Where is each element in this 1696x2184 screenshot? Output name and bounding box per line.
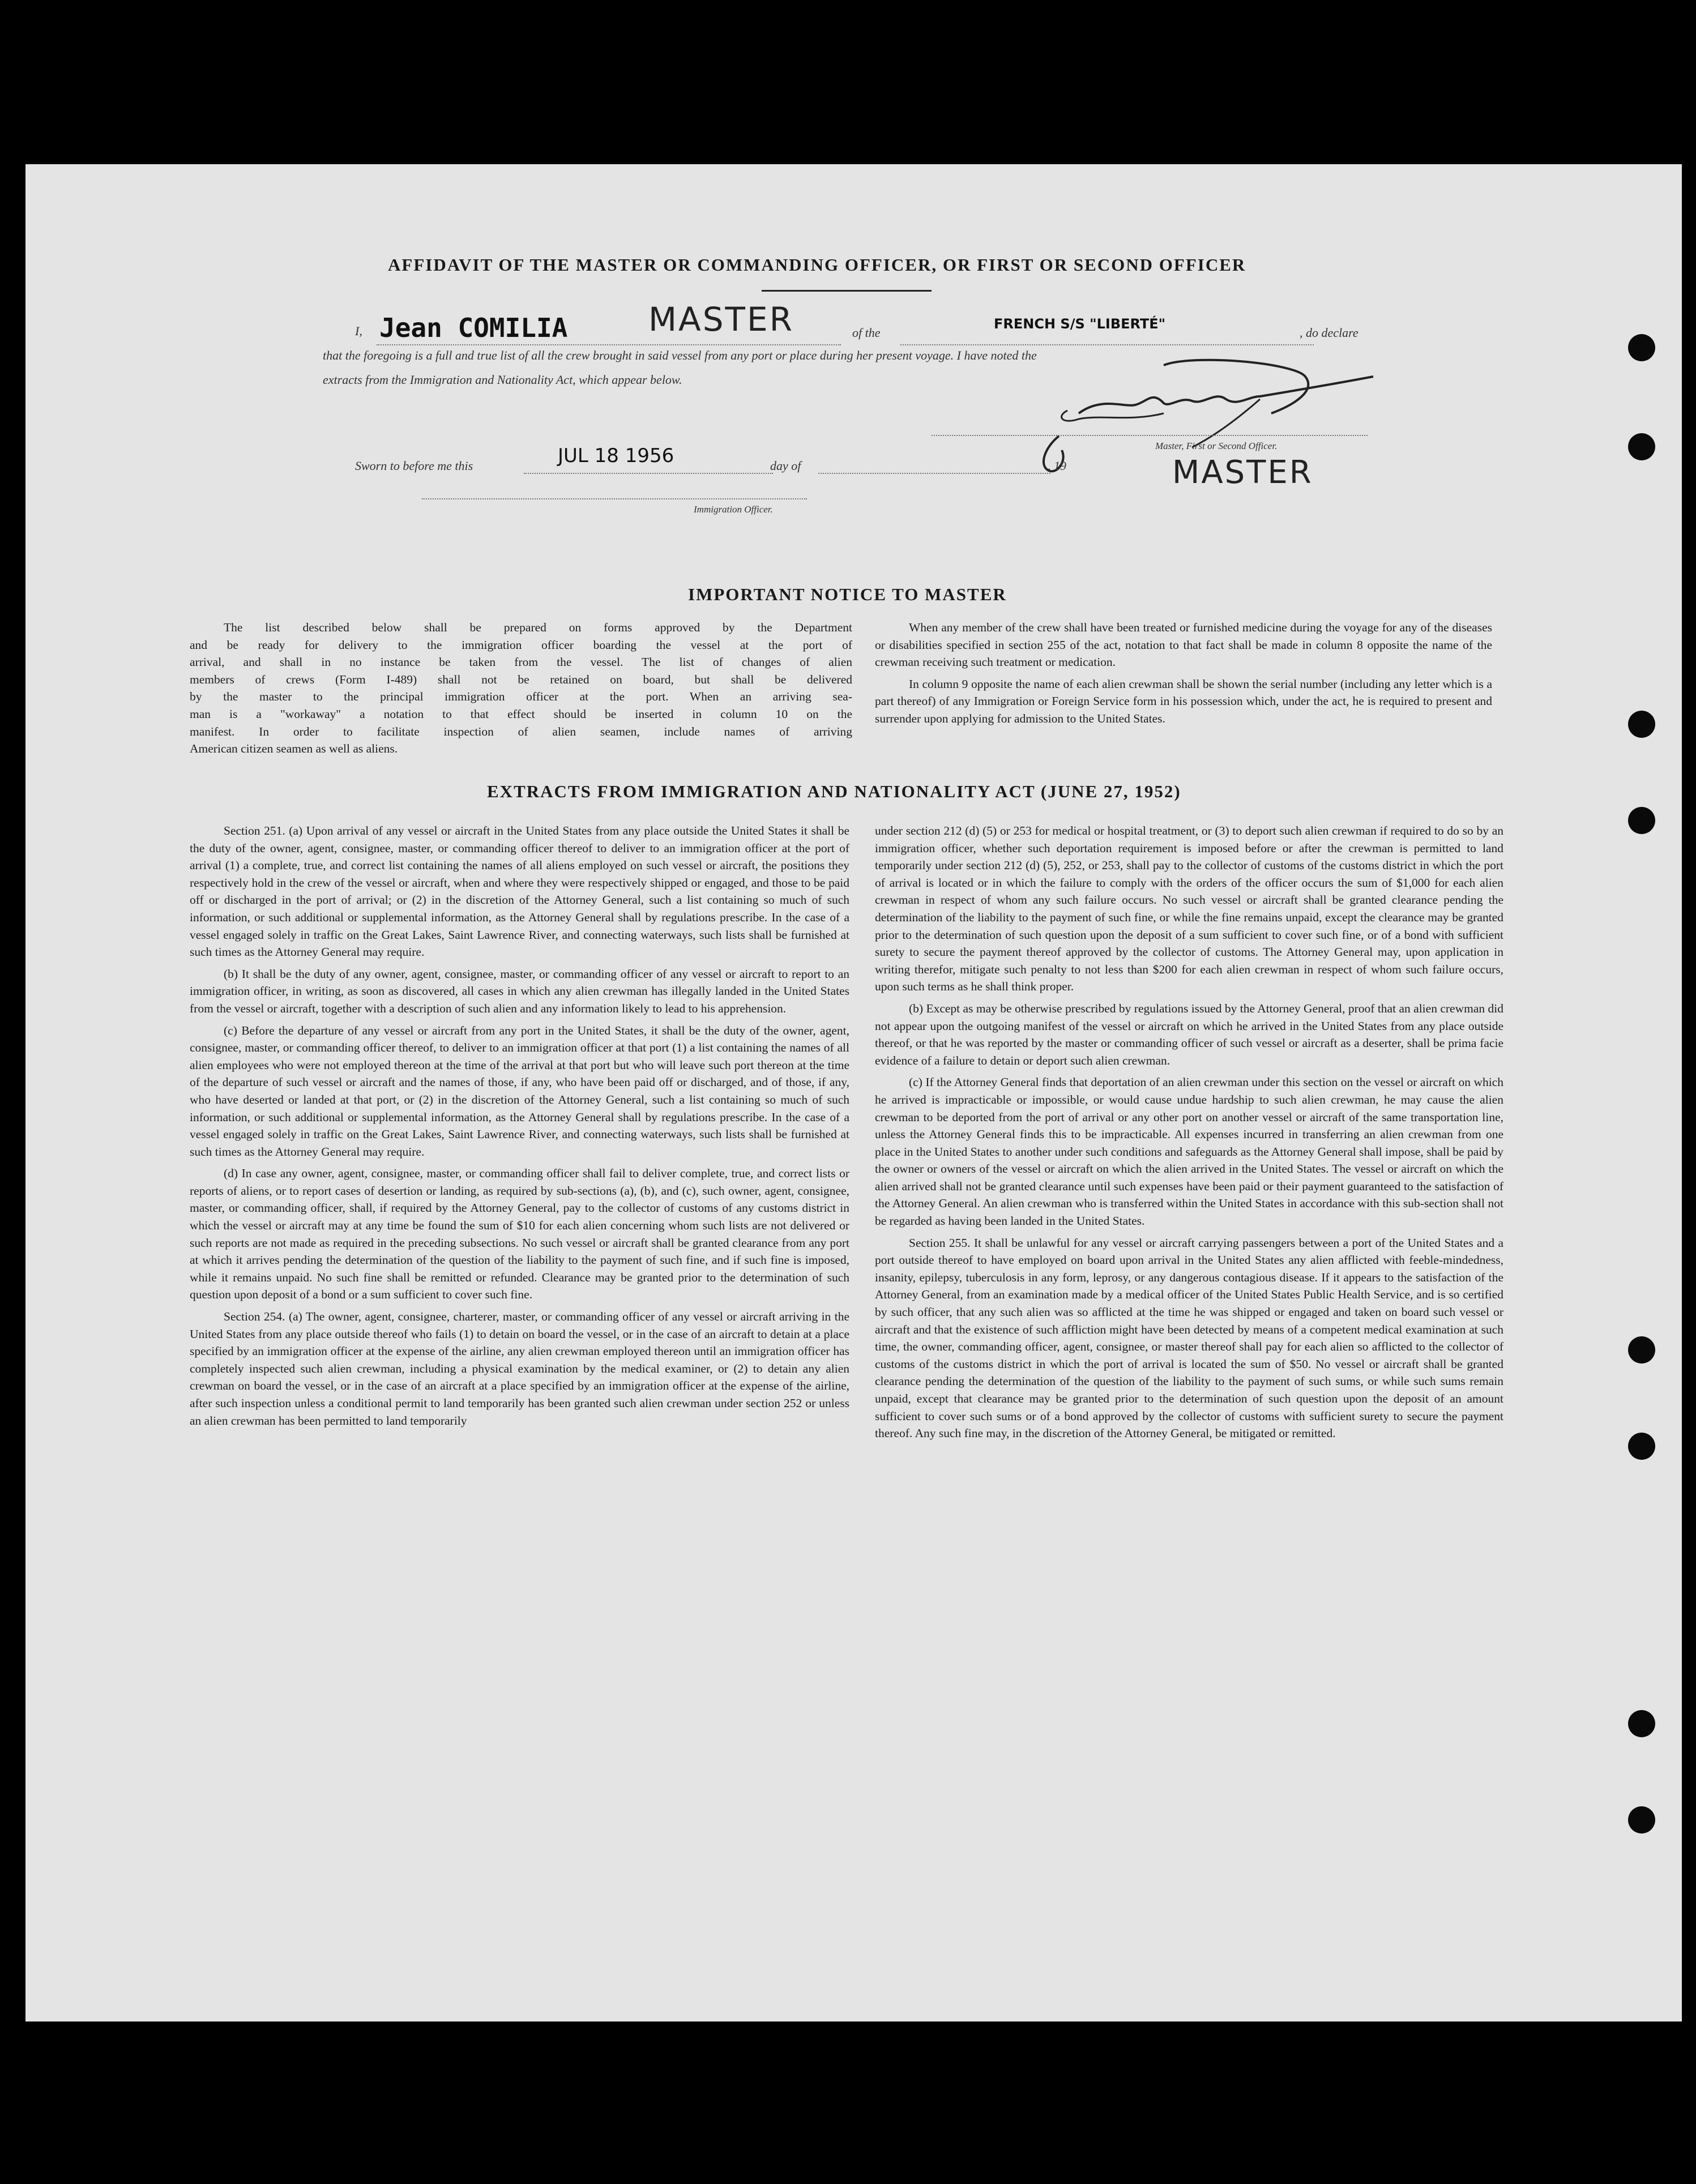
extract-paragraph: Section 255. It shall be unlawful for any vessel or aircraft carrying passengers between a port of the United States and a port outside thereof to have employed on board upon arrival in the United States any alien afflicted with feeble-mindedness, insanity, epilepsy, tuberculosis in any form, leprosy, or any dangerous contagious disease. If it appears to the satisfaction of the Attorney General, from an examination made by a medical officer of the United States Public Health Service, and is so certified by such officer, that any such alien was so afflicted at the time he was shipped or engaged and taken on board such vessel or aircraft and that the existence of such affliction might have been detected by means of a competent medical examination at such time, the owner, commanding officer, agent, consignee, or master thereof shall pay for each alien so afflicted to the collector of customs of the customs district in which the port of arrival is located the sum of $50. No vessel or aircraft shall be granted clearance pending the determination of the question of the liability to the payment of such sums, or while such sums remain unpaid, except that clearance may be granted prior to the determination of such question upon the deposit of an amount sufficient to cover such sums or of a bond approved by the collector of customs with sufficient surety to secure the payment thereof. Any such fine may, in the discretion of the Attorney General, be mitigated or remitted. [875, 1236, 1503, 1441]
extract-paragraph: under section 212 (d) (5) or 253 for medical or hospital treatment, or (3) to deport such alien crewman if required to do so by an immigration officer, whether such deportation requirement is imposed before or after the crewman is permitted to land temporarily under section 212 (d) (5), 252, or 253, shall pay to the collector of customs of the customs district in which the port of arrival is located or in which the failure to comply with the orders of the officer occurs the sum of $1,000 for each alien crewman in respect of whom any such failure occurs. No such vessel or aircraft shall be granted clearance pending the determination of the liability to the payment of such fine, or while the fine remains unpaid, except the clearance may be granted prior to the determination of such question upon the deposit of a sum sufficient to cover such fine, or of a bond with sufficient surety to secure the payment thereof approved by the collector of customs. The Attorney General may, upon application in writing therefor, mitigate such penalty to not less than $200 for each alien crewman in respect of whom such failure occurs, upon such terms as he shall think proper. [875, 824, 1503, 994]
extracts-title: EXTRACTS FROM IMMIGRATION AND NATIONALITY ACT (JUNE 27, 1952) [487, 781, 1181, 801]
extract-paragraph: (b) Except as may be otherwise prescribed by regulations issued by the Attorney General, proof that an alien crewman did not appear upon the outgoing manifest of the vessel or aircraft on which he arrived in the United States from any place outside thereof, or that he was reported by the master or commanding officer of such vessel or aircraft as a deserter, shall be prima facie evidence of a failure to detain or deport such alien crewman. [875, 1001, 1503, 1067]
extract-paragraph: Section 254. (a) The owner, agent, consignee, charterer, master, or commanding officer of any vessel or aircraft arriving in the United States from any place outside thereof who fails (1) to detain on board the vessel, or in the case of an aircraft to detain at a place specified by an immigration officer at the expense of the airline, any alien crewman employed thereon until an immigration officer has completely inspected such alien crewman, including a physical examination by the medical examiner, or (2) to detain any alien crewman on board the vessel, or in the case of an aircraft at a place specified by an immigration officer at the expense of the airline, after such inspection unless a conditional permit to land temporarily has been granted such alien crewman under section 252 or unless an alien crewman has been permitted to land temporarily [190, 1310, 849, 1427]
day-of-line [818, 473, 1050, 474]
extracts-left-column [190, 822, 849, 1434]
extract-paragraph: Section 251. (a) Upon arrival of any vessel or aircraft in the United States from any place outside the United States it shall be the duty of the owner, agent, consignee, master, or commanding officer thereof to deliver to an immigration officer at the port of arrival (1) a complete, true, and correct list containing the names of all aliens employed on such vessel or aircraft, the positions they respectively hold in the crew of the vessel or aircraft, when and where they were respectively shipped or engaged, and those to be paid off or discharged in the port of arrival; or (2) in the discretion of the Attorney General, such a list containing so much of such information, or such additional or supplemental information, as the Attorney General shall by regulations prescribe. In the case of a vessel engaged solely in traffic on the Great Lakes, Saint Lawrence River, and connecting waterways, such lists shall be furnished at such times as the Attorney General may require. [190, 824, 849, 959]
affidavit-title: AFFIDAVIT OF THE MASTER OR COMMANDING OFFICER, OR FIRST OR SECOND OFFICER [388, 255, 1246, 275]
notice-left-line: manifest. In order to facilitate inspection of alien seamen, include names of arriving [190, 724, 852, 738]
binder-hole [1628, 807, 1655, 834]
rank-stamp: MASTER [648, 300, 794, 339]
master-signature-line [932, 435, 1368, 436]
master-caption: Master, First or Second Officer. [1155, 441, 1278, 451]
binder-hole [1628, 1336, 1655, 1364]
day-of-label: day of [770, 459, 801, 473]
notice-left-line: arrival, and shall in no instance be taken from the vessel. The list of changes of alien [190, 655, 852, 669]
notice-paragraph: In column 9 opposite the name of each alien crewman shall be shown the serial number (including any letter which is a part thereof) of any Immigration or Foreign Service form in his possession which, under the act, he is required to present and surrender upon applying for admission to the United States. [875, 677, 1492, 725]
extract-paragraph: (d) In case any owner, agent, consignee, master, or commanding officer shall fail to deliver complete, true, and correct lists or reports of aliens, or to report cases of desertion or landing, as required by sub-sections (a), (b), and (c), such owner, agent, consignee, master, or commanding officer, shall, if required by the Attorney General, pay to the collector of customs of any customs district in which the vessel or aircraft may at any time be found the sum of $10 for each alien concerning whom such lists are not delivered or such reports are not made as required in the preceding subsections. No such vessel or aircraft shall be granted clearance from any port at which it arrives pending the determination of the question of the liability to the payment of such fine, and if such fine is imposed, while it remains unpaid. No such fine shall be remitted or refunded. Clearance may be granted prior to the determination of such question upon deposit of a bond or a sum sufficient to cover such fine. [190, 1166, 849, 1302]
binder-hole [1628, 1710, 1655, 1737]
notice-title: IMPORTANT NOTICE TO MASTER [688, 584, 1007, 604]
declaration-line-3: extracts from the Immigration and Nationality Act, which appear below. [323, 373, 682, 387]
officer-caption: Immigration Officer. [694, 504, 773, 515]
notice-paragraph: When any member of the crew shall have been treated or furnished medicine during the voyage for any of the diseases or disabilities specified in section 255 of the act, notation to that fact shall be made in column 8 opposite the name of the crewman receiving such treatment or medication. [875, 621, 1492, 669]
declaration-line-2: that the foregoing is a full and true list of all the crew brought in said vessel from any port or place during her present voyage. I have noted the [323, 348, 1037, 362]
sworn-date: JUL 18 1956 [558, 445, 674, 467]
of-the-label: of the [852, 326, 881, 340]
extract-paragraph: (b) It shall be the duty of any owner, agent, consignee, master, or commanding officer of any vessel or aircraft to report to an immigration officer, in writing, as soon as discovered, all cases in which any alien crewman has illegally landed in the United States from the vessel or aircraft, together with a description of such alien and any information likely to lead to his apprehension. [190, 967, 849, 1015]
vessel-name: FRENCH S/S "LIBERTÉ" [994, 316, 1166, 332]
extracts-right-column [875, 822, 1503, 1447]
year-prefix: , 19 [1048, 459, 1066, 473]
notice-left-line: members of crews (Form I-489) shall not be retained on board, but shall be delivered [190, 672, 852, 686]
notice-left-line: The list described below shall be prepared on forms approved by the Department [224, 621, 852, 634]
master-name: Jean COMILIA [379, 313, 568, 343]
notice-left-column [190, 619, 852, 758]
title-divider [762, 290, 932, 292]
notice-left-line: and be ready for delivery to the immigration officer boarding the vessel at the port of [190, 638, 852, 652]
sworn-label: Sworn to before me this [355, 459, 473, 473]
vessel-line [900, 344, 1314, 345]
binder-hole [1628, 711, 1655, 738]
notice-left-line: man is a "workaway" a notation to that effect should be inserted in column 10 on the [190, 707, 852, 721]
binder-hole [1628, 1433, 1655, 1460]
binder-hole [1628, 334, 1655, 361]
sworn-date-line [524, 473, 773, 474]
binder-hole [1628, 433, 1655, 460]
notice-right-column [875, 619, 1492, 732]
do-declare-label: , do declare [1300, 326, 1358, 340]
name-line [377, 344, 841, 345]
extract-paragraph: (c) Before the departure of any vessel or aircraft from any port in the United States, it shall be the duty of the owner, agent, consignee, master, or commanding officer thereof, to deliver to an immigration officer at that port (1) a list containing the names of all alien employees who were not employed thereon at the time of the arrival at that port but who will leave such port thereon at the time of the departure of such vessel or aircraft and the names of those, if any, who have been paid off or discharged, and of those, if any, who have deserted or landed at that port, or (2) in the discretion of the Attorney General, such a list containing so much of such information, or such additional or supplemental information, as the Attorney General shall by regulations prescribe. In the case of a vessel engaged solely in traffic on the Great Lakes, Saint Lawrence River, and connecting waterways, such lists shall be furnished at such times as the Attorney General may require. [190, 1023, 849, 1159]
notice-left-line: American citizen seamen as well as aliens. [190, 742, 398, 756]
i-label: I, [355, 324, 362, 338]
master-stamp: MASTER [1172, 454, 1313, 491]
binder-hole [1628, 1806, 1655, 1833]
officer-signature-line [422, 498, 807, 499]
extract-paragraph: (c) If the Attorney General finds that deportation of an alien crewman under this section on the vessel or aircraft on which he arrived is impracticable or impossible, or would cause undue hardship to such alien crewman, he may cause the alien crewman to be deported from the port of arrival or any other port on another vessel or aircraft of the same transportation line, unless the Attorney General finds this to be impracticable. All expenses incurred in transferring an alien crewman from one place in the United States to another under such conditions and safeguards as the Attorney General shall impose, shall be paid by the owner or owners of the vessel or aircraft on which the alien arrived in the United States. The vessel or aircraft on which the alien arrived shall not be granted clearance until such expenses have been paid or their payment guaranteed to the satisfaction of the Attorney General. An alien crewman who is transferred within the United States in accordance with this sub-section shall not be regarded as having been landed in the United States. [875, 1075, 1503, 1228]
scanned-form-page [25, 164, 1682, 2021]
notice-left-line: by the master to the principal immigration officer at the port. When an arriving sea- [190, 690, 852, 704]
handwritten-signature [898, 351, 1407, 498]
